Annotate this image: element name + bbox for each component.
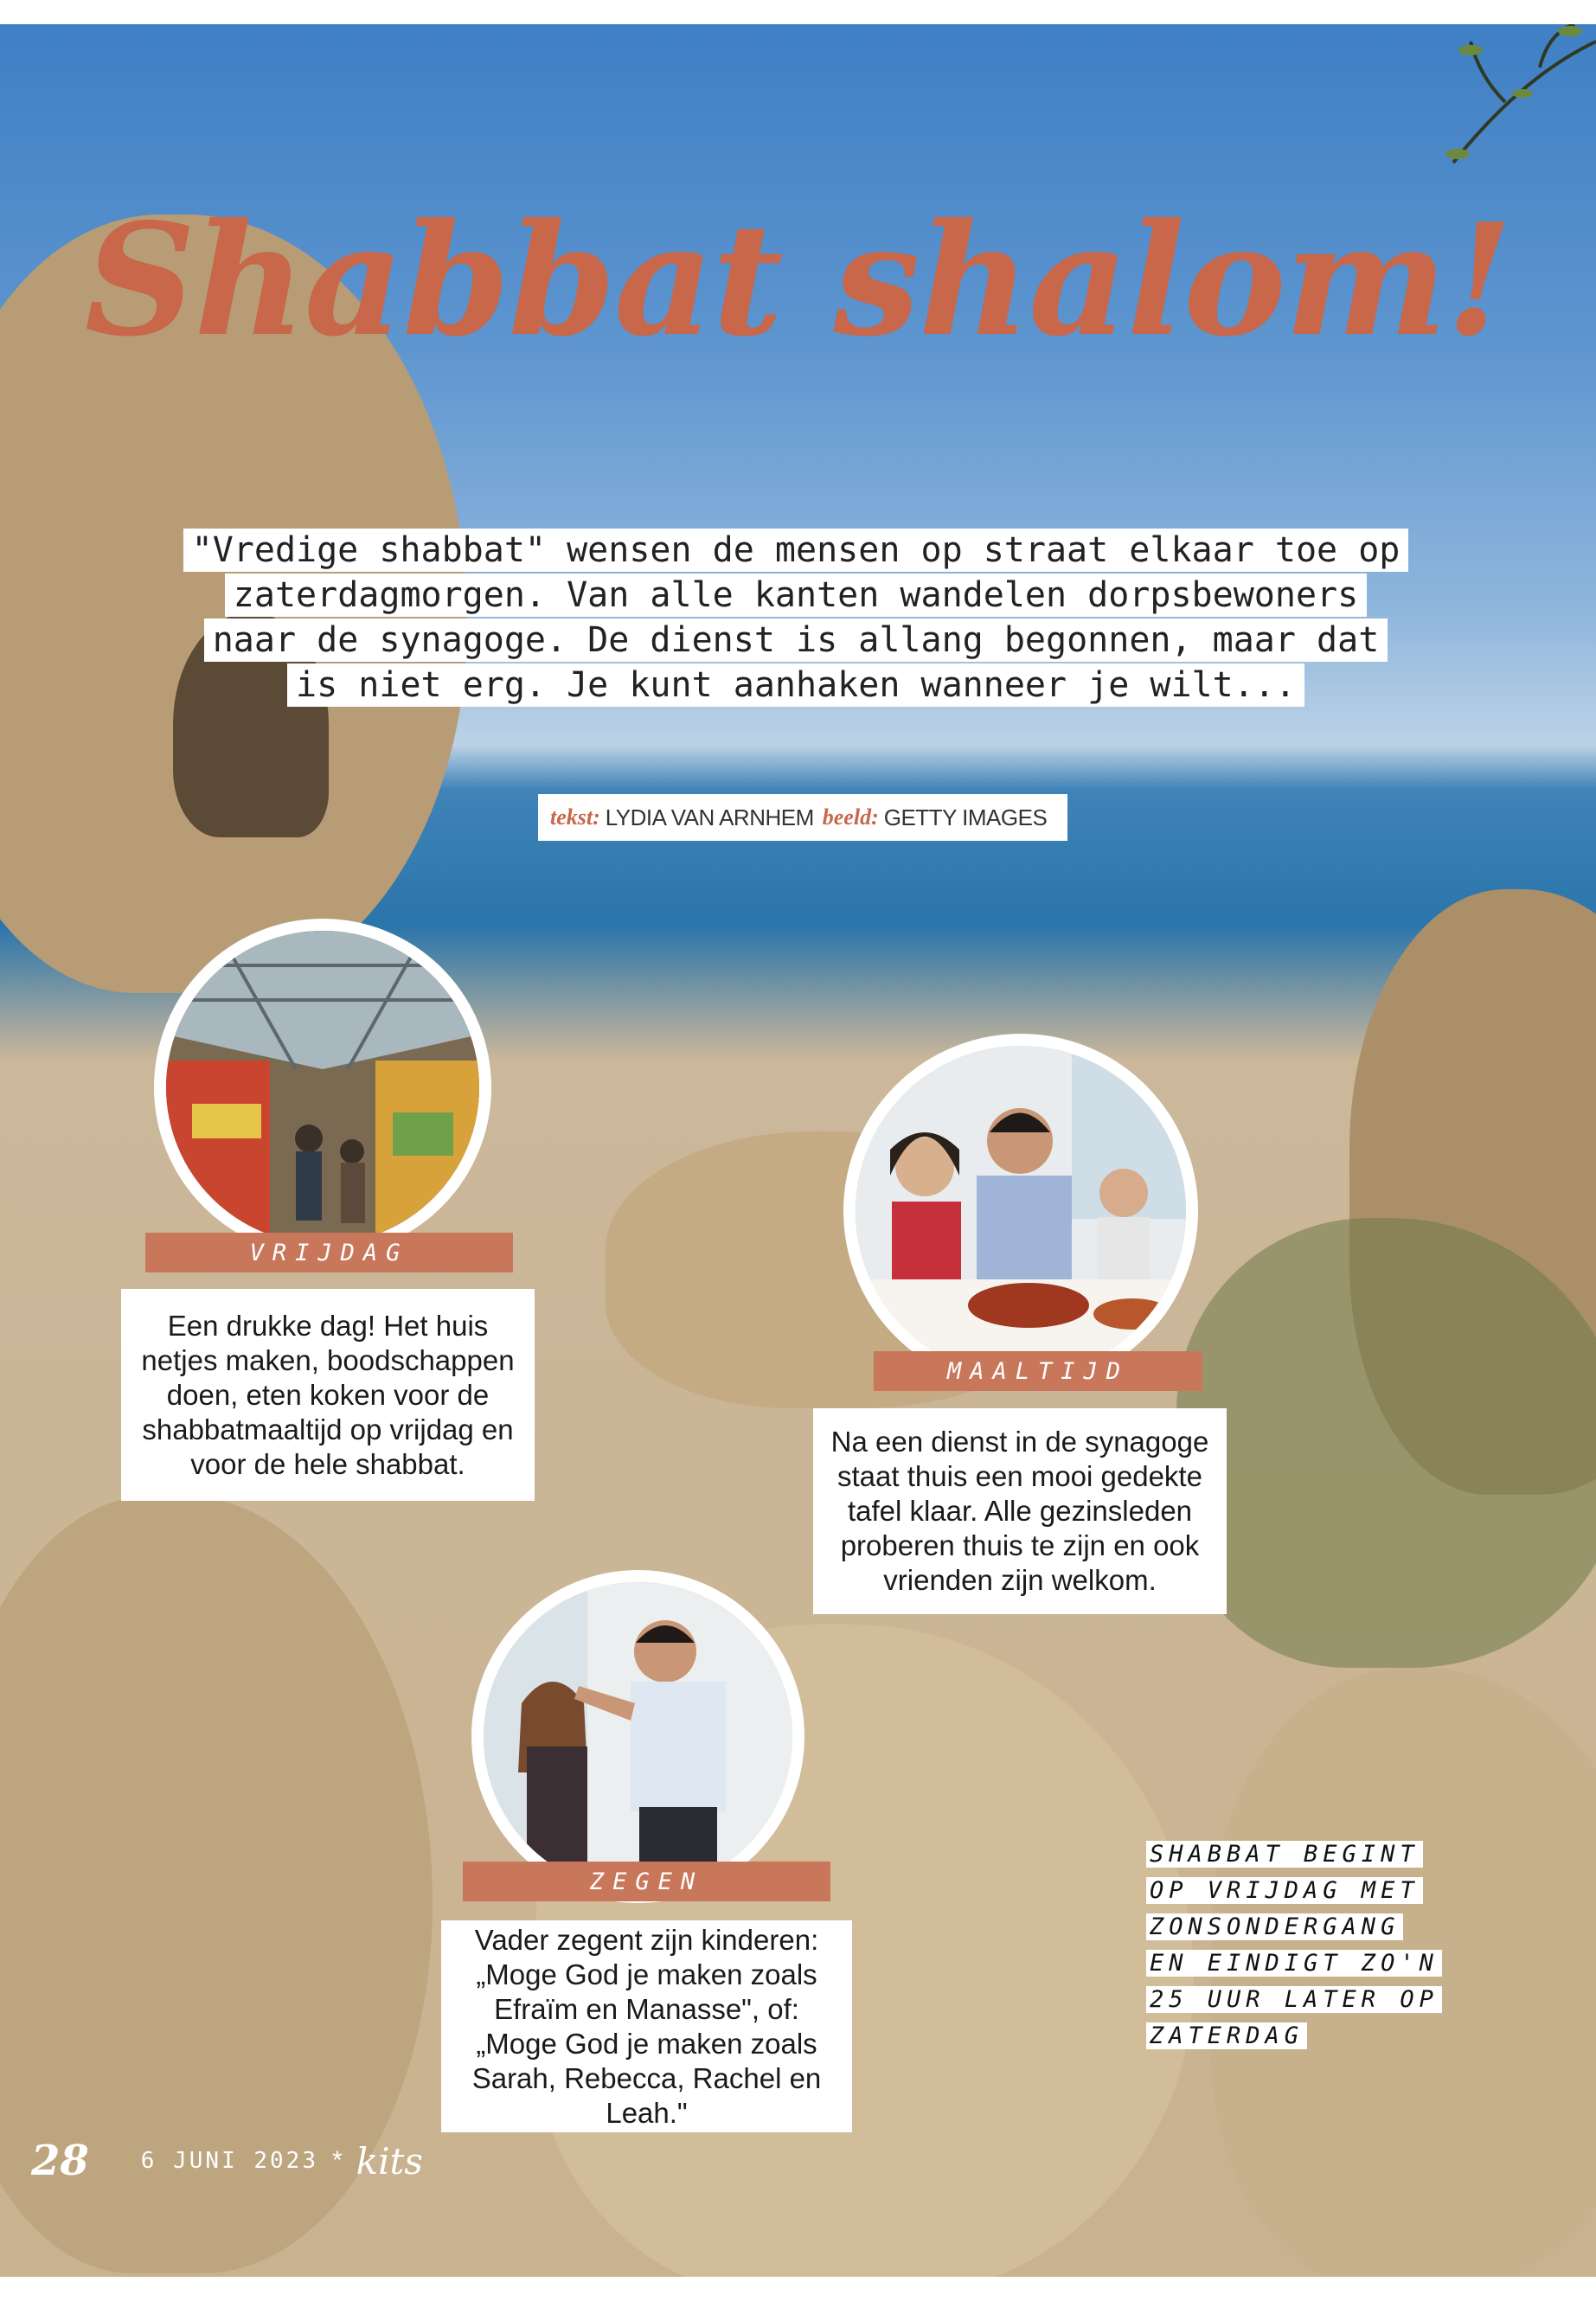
brand-name: kits xyxy=(356,2139,423,2182)
text-maaltijd: Na een dienst in de synagoge staat thuis een mooi gedekte tafel klaar. Alle gezinsleden proberen thuis te zijn en ook vrienden zijn welkom. xyxy=(813,1408,1227,1614)
label-maaltijd: MAALTIJD xyxy=(874,1351,1202,1391)
text-vrijdag: Een drukke dag! Het huis netjes maken, boodschappen doen, eten koken voor de shabbatmaaltijd op vrijdag en voor de hele shabbat. xyxy=(121,1289,535,1501)
credits-image-value: GETTY IMAGES xyxy=(883,804,1048,830)
page-title: Shabbat shalom! xyxy=(84,189,1512,370)
footer-separator: * xyxy=(331,2146,343,2175)
shabbat-time-note-text: SHABBAT BEGINT OP VRIJDAG MET ZONSONDERGANG EN EINDIGT ZO'N 25 UUR LATER OP ZATERDAG xyxy=(1146,1841,1442,2049)
page-footer xyxy=(31,2137,423,2185)
credits-image-label: beeld: xyxy=(822,804,879,830)
dinner-illustration xyxy=(856,1046,1186,1376)
issue-date: 6 JUNI 2023 xyxy=(140,2148,318,2174)
label-vrijdag: VRIJDAG xyxy=(145,1233,513,1272)
dinner-photo xyxy=(843,1034,1198,1388)
intro-text: "Vredige shabbat" wensen de mensen op straat elkaar toe op zaterdagmorgen. Van alle kanten wandelen dorpsbewoners naar de synagoge. De dienst is allang begonnen, maar dat is niet erg. Je kunt aanhaken wanneer je wilt... xyxy=(183,529,1409,707)
branch-decoration xyxy=(1349,24,1596,197)
label-zegen: ZEGEN xyxy=(463,1862,830,1901)
blessing-illustration xyxy=(484,1582,792,1891)
blessing-photo xyxy=(471,1570,804,1903)
page-number: 28 xyxy=(31,2137,89,2185)
credits-text-label: tekst: xyxy=(550,804,600,830)
intro-paragraph xyxy=(182,528,1410,708)
market-illustration xyxy=(166,931,479,1244)
market-photo xyxy=(154,919,491,1256)
text-zegen: Vader zegent zijn kinderen: „Moge God je maken zoals Efraïm en Manasse", of: „Moge God je maken zoals Sarah, Rebecca, Rachel en Leah." xyxy=(441,1920,852,2132)
rock-right-vegetation xyxy=(1176,1218,1596,1668)
credits-bar xyxy=(538,794,1067,841)
shabbat-time-note xyxy=(1146,1836,1445,2054)
credits-text-value: LYDIA VAN ARNHEM xyxy=(605,804,814,830)
